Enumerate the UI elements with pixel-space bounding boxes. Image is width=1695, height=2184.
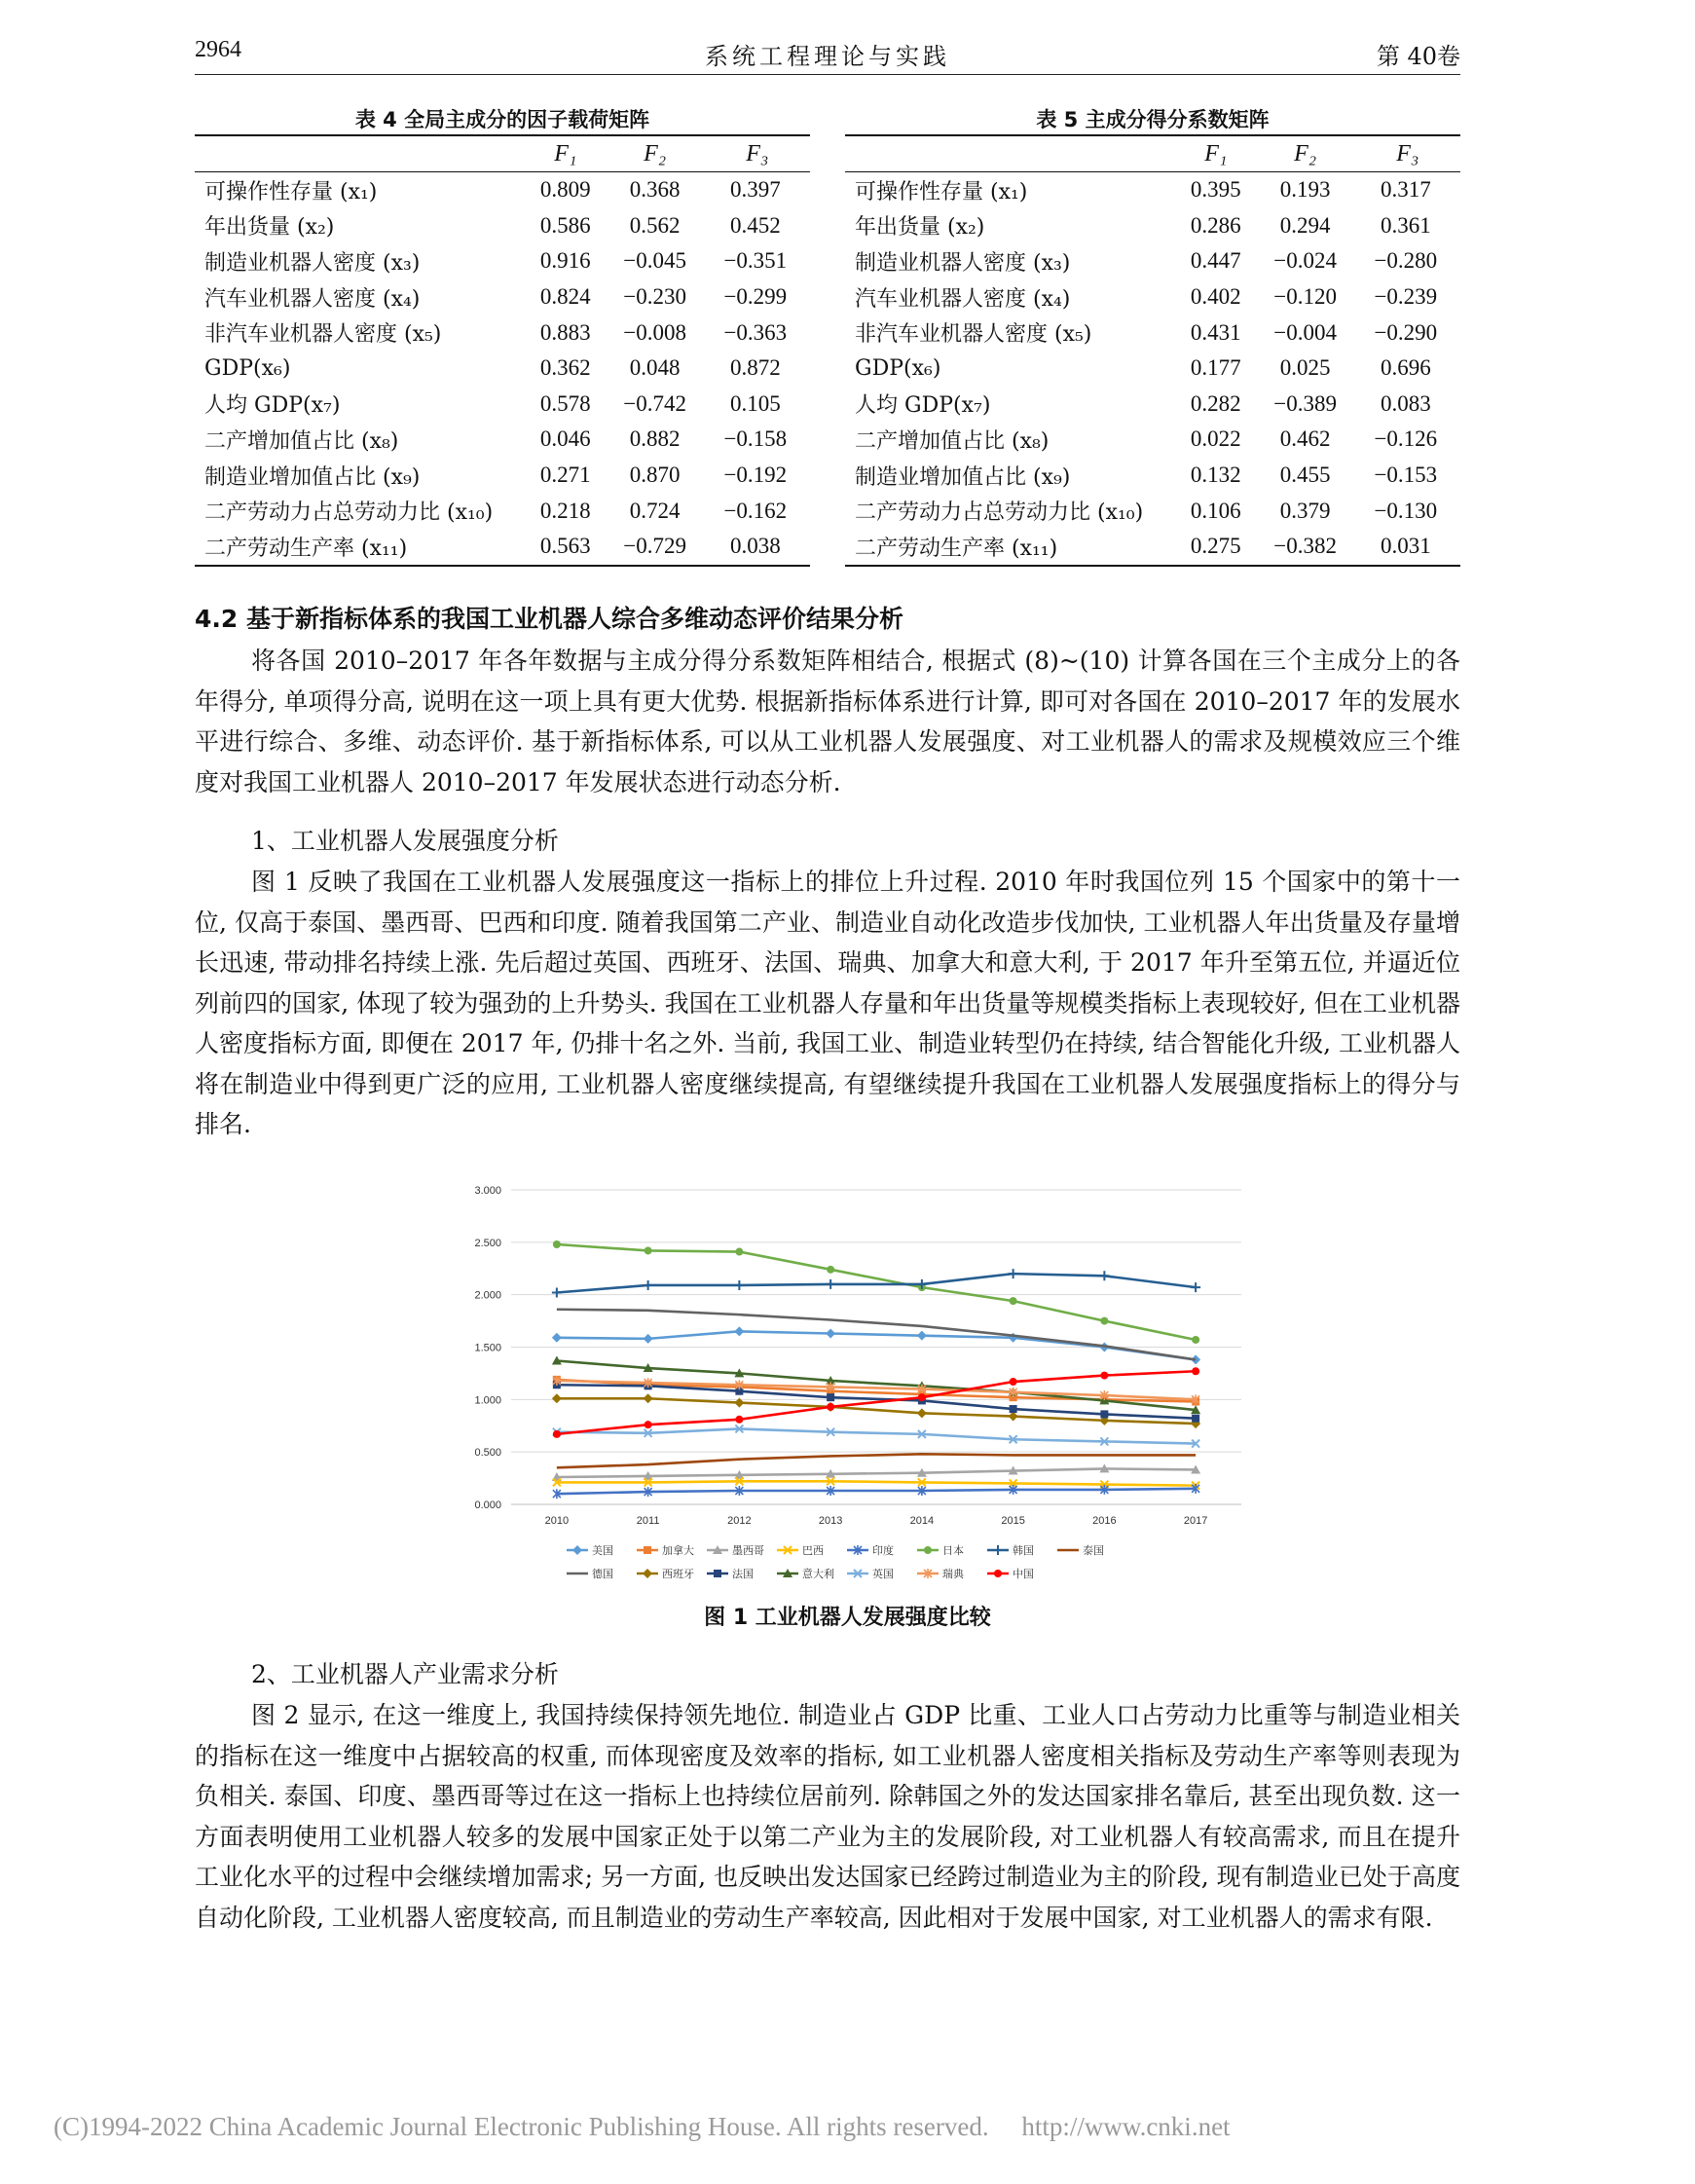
series-line [557,1428,1196,1443]
table-cell: −0.192 [723,463,788,488]
table-cell: 0.462 [1279,426,1331,452]
table-row [195,243,810,279]
data-point [553,1430,561,1438]
legend-label: 巴西 [802,1545,824,1557]
table-cell: 0.916 [539,248,591,274]
table-cell: −0.230 [623,284,686,310]
paragraph-3: 图 2 显示, 在这一维度上, 我国持续保持领先地位. 制造业占 GDP 比重、工业人口占劳动力比重等与制造业相关的指标在这一维度中占据较高的权重, 而体现密度及效率的指标, 如工业机器人密度相关指标及劳动生产率等则表现为负相关. 泰国、印度、墨西哥等过在这一指标上也持续位居前列. 除韩国之外的发达国家排名靠后, 甚至出现负数. 这一方面表明使用工业机器人较多的发展中国家正处于以第二产业为主的发展阶段, 对工业机器人有较高需求, 而且在提升工业化水平的过程中会继续增加需求; 另一方面, 也反映出发达国家已经跨过制造业为主的阶段, 现有制造业已处于高度自动化阶段, 工业机器人密度较高, 而且制造业的劳动生产率较高, 因此相对于发展中国家, 对工业机器人的需求有限. [195,1701,1460,1932]
table-cell: 0.286 [1190,212,1241,238]
table-row [195,493,810,529]
row-label: 制造业机器人密度 (x₃) [855,250,1071,276]
row-label: 二产增加值占比 (x₈) [204,428,399,454]
table-cell: −0.004 [1273,319,1337,345]
volume-label: 第 40卷 [1376,43,1460,70]
table-cell: 0.218 [539,498,591,523]
table-row [845,458,1460,494]
row-label: 二产劳动生产率 (x₁₁) [855,536,1058,561]
table-row [195,529,810,566]
row-label: 非汽车业机器人密度 (x₅) [855,322,1092,348]
table-row [845,172,1460,208]
series-line [557,1454,1196,1467]
table-row [195,172,810,208]
figure-caption: 图 1 工业机器人发展强度比较 [704,1606,991,1630]
table-cell: 0.177 [1190,355,1241,381]
copyright-footer [54,2112,1231,2142]
row-label: 二产劳动生产率 (x₁₁) [204,536,408,561]
table-5-grid [845,134,1460,567]
legend-label: 日本 [942,1545,964,1557]
table-cell: 0.379 [1279,498,1331,523]
row-label: 二产增加值占比 (x₈) [855,428,1050,454]
subheading-2: 2、工业机器人产业需求分析 [251,1660,559,1688]
legend-label: 德国 [592,1569,613,1580]
table-cell: −0.158 [723,426,788,452]
data-point [1100,1317,1108,1325]
column-header: F₃ [705,135,810,172]
legend-label: 墨西哥 [732,1545,764,1557]
data-point [1100,1410,1108,1418]
table-row [845,422,1460,458]
table-cell: 0.271 [539,463,591,488]
legend-label: 韩国 [1013,1545,1034,1557]
x-tick-label: 2012 [727,1515,752,1527]
data-point [917,1331,927,1341]
y-tick-label: 2.000 [474,1289,501,1302]
table-cell: 0.452 [729,212,781,238]
legend-label: 印度 [872,1545,894,1557]
data-point [645,1246,652,1254]
table-row [845,243,1460,279]
table-cell: 0.106 [1190,498,1241,523]
column-header: F₁ [1176,135,1256,172]
data-point [1192,1367,1199,1375]
journal-title: 系统工程理论与实践 [705,43,950,70]
legend-marker [993,1545,1003,1555]
data-point [1099,1271,1109,1280]
table-row [845,529,1460,566]
legend-label: 英国 [872,1569,894,1580]
table-cell: 0.083 [1380,390,1431,416]
series-line [557,1468,1196,1477]
table-cell: −0.363 [723,319,788,345]
series-line [557,1481,1196,1485]
table-cell: 0.402 [1190,284,1241,310]
table-row [845,315,1460,351]
table-cell: −0.389 [1273,390,1337,416]
legend-label: 法国 [732,1569,754,1580]
data-point [552,1333,562,1343]
data-point [826,1279,835,1289]
legend-label: 瑞典 [942,1569,964,1580]
table-row [845,387,1460,423]
legend-marker [572,1545,582,1555]
table-cell: 0.294 [1279,212,1331,238]
column-header: F₁ [526,135,606,172]
subheading-1: 1、工业机器人发展强度分析 [251,827,559,855]
data-point [827,1266,834,1274]
data-point [1009,1269,1018,1278]
table-cell: −0.045 [623,248,686,274]
table-cell: 0.824 [539,284,591,310]
data-point [826,1329,835,1339]
table-cell: 0.046 [539,426,591,452]
x-tick-label: 2015 [1001,1515,1025,1527]
column-header: F₃ [1355,135,1460,172]
table-cell: 0.362 [539,355,591,381]
x-tick-label: 2014 [909,1515,935,1527]
table-cell: 0.048 [629,355,681,381]
row-label: 二产劳动力占总劳动力比 (x₁₀) [855,500,1144,526]
row-label: GDP(x₆) [204,355,291,381]
table-cell: 0.883 [539,319,591,345]
paragraph-1: 将各国 2010–2017 年各年数据与主成分得分系数矩阵相结合, 根据式 (8)~(10) 计算各国在三个主成分上的各年得分, 单项得分高, 说明在这一项上具有更大优势. 根据新指标体系进行计算, 即可对各国在 2010–2017 年的发展水平进行综合、多维、动态评价. 基于新指标体系, 可以从工业机器人发展强度、对工业机器人的需求及规模效应三个维度对我国工业机器人 2010–2017 年发展状态进行动态分析. [195,647,1460,796]
legend-label: 西班牙 [662,1569,694,1580]
legend-label: 意大利 [802,1569,834,1580]
x-tick-label: 2011 [636,1515,660,1527]
data-point [553,1240,561,1248]
table-row [195,351,810,387]
table-cell: 0.882 [629,426,681,452]
legend-marker [643,1569,652,1578]
data-point [734,1280,744,1290]
table-4-grid [195,134,810,567]
table-row [195,315,810,351]
table-cell: −0.382 [1273,534,1337,559]
row-label: GDP(x₆) [855,355,941,381]
legend-marker [924,1546,932,1554]
column-header-empty [195,135,526,172]
y-tick-label: 1.000 [474,1394,501,1407]
paragraph-2: 图 1 反映了我国在工业机器人发展强度这一指标上的排位上升过程. 2010 年时我国位列 15 个国家中的第十一位, 仅高于泰国、墨西哥、巴西和印度. 随着我国第二产业、制造业自动化改造步伐加快, 工业机器人年出货量及存量增长迅速, 带动排名持续上涨. 先后超过英国、西班牙、法国、瑞典、加拿大和意大利, 于 2017 年升至第五位, 并逼近位列前四的国家, 体现了较为强劲的上升势头. 我国在工业机器人存量和年出货量等规模类指标上表现较好, 但在工业机器人密度指标方面, 即便在 2017 年, 仍排十名之外. 当前, 我国工业、制造业转型仍在持续, 结合智能化升级, 工业机器人将在制造业中得到更广泛的应用, 工业机器人密度继续提高, 有望继续提升我国在工业机器人发展强度指标上的得分与排名. [195,868,1460,1138]
table-cell: −0.120 [1273,284,1337,310]
row-label: 制造业机器人密度 (x₃) [204,250,421,276]
table-row [845,351,1460,387]
table-cell: −0.729 [623,534,686,559]
table-row [195,279,810,315]
x-tick-label: 2010 [544,1515,570,1527]
table-cell: −0.130 [1374,498,1438,523]
table-5-title: 表 5 主成分得分系数矩阵 [1036,108,1270,131]
data-point [1009,1412,1018,1422]
table-cell: 0.368 [629,177,681,203]
table-cell: 0.022 [1190,426,1241,452]
data-point [918,1393,926,1401]
table-cell: 0.275 [1190,534,1241,559]
table-row [195,208,810,244]
table-5 [845,105,1460,567]
row-label: 可操作性存量 (x₁) [855,179,1028,204]
table-cell: 0.397 [729,177,781,203]
table-row [845,493,1460,529]
table-cell: −0.153 [1374,463,1438,488]
table-cell: −0.299 [723,284,788,310]
table-cell: 0.809 [539,177,591,203]
row-label: 汽车业机器人密度 (x₄) [204,286,421,312]
table-row [195,458,810,494]
series-line [557,1489,1196,1494]
table-cell: 0.696 [1380,355,1431,381]
data-point [645,1421,652,1428]
table-cell: −0.008 [623,319,686,345]
y-tick-label: 0.000 [474,1499,501,1511]
table-4-body [195,172,810,566]
table-cell: 0.317 [1380,177,1431,203]
data-point [735,1248,743,1256]
row-label: 年出货量 (x₂) [855,215,985,241]
row-label: 非汽车业机器人密度 (x₅) [204,322,442,348]
running-header [195,35,1460,75]
row-label: 制造业增加值占比 (x₉) [204,464,421,490]
table-row [845,279,1460,315]
data-point [644,1280,653,1290]
table-cell: −0.239 [1374,284,1438,310]
data-point [552,1393,562,1403]
legend-marker [714,1570,721,1577]
table-header-row [845,135,1460,172]
x-tick-label: 2017 [1183,1515,1208,1527]
y-tick-label: 3.000 [474,1185,501,1197]
table-cell: 0.025 [1279,355,1331,381]
table-cell: 0.578 [539,390,591,416]
y-tick-label: 0.500 [474,1447,501,1460]
table-cell: 0.563 [539,534,591,559]
data-point [1010,1405,1017,1413]
table-cell: 0.872 [729,355,781,381]
table-cell: 0.132 [1190,463,1241,488]
table-cell: −0.290 [1374,319,1438,345]
data-point [917,1408,927,1418]
robot-intensity-line-chart [419,1168,1256,1597]
x-tick-label: 2016 [1092,1515,1117,1527]
table-4-title: 表 4 全局主成分的因子载荷矩阵 [354,108,650,131]
table-cell: 0.038 [729,534,781,559]
data-point [735,1416,743,1424]
table-header-row [195,135,810,172]
table-cell: 0.105 [729,390,781,416]
table-cell: 0.395 [1190,177,1241,203]
data-point [1192,1336,1199,1344]
table-cell: 0.724 [629,498,681,523]
column-header: F₂ [1256,135,1355,172]
table-cell: 0.431 [1190,319,1241,345]
table-4 [195,105,810,567]
cnki-url: http://www.cnki.net [1021,2112,1231,2141]
data-point [1010,1378,1017,1386]
row-label: 可操作性存量 (x₁) [204,179,378,204]
table-cell: 0.193 [1279,177,1331,203]
section-heading: 4.2 基于新指标体系的我国工业机器人综合多维动态评价结果分析 [195,605,903,633]
table-cell: 0.562 [629,212,681,238]
data-point [1010,1297,1017,1305]
table-cell: −0.280 [1374,248,1438,274]
data-point [1100,1372,1108,1380]
table-cell: −0.742 [623,390,686,416]
table-5-body [845,172,1460,566]
column-header: F₂ [606,135,705,172]
row-label: 年出货量 (x₂) [204,215,335,241]
table-cell: 0.282 [1190,390,1241,416]
legend-label: 中国 [1013,1569,1034,1580]
series-line [557,1244,1196,1340]
row-label: 二产劳动力占总劳动力比 (x₁₀) [204,500,494,526]
data-point [1192,1415,1199,1423]
table-cell: 0.870 [629,463,681,488]
table-cell: 0.447 [1190,248,1241,274]
table-cell: −0.351 [723,248,788,274]
table-cell: −0.126 [1374,426,1438,452]
data-point [644,1393,653,1403]
y-tick-label: 1.500 [474,1342,501,1354]
data-point [827,1393,834,1401]
column-header-empty [845,135,1176,172]
data-point [552,1288,562,1298]
legend-marker [644,1546,651,1554]
row-label: 制造业增加值占比 (x₉) [855,464,1071,490]
table-row [845,208,1460,244]
row-label: 人均 GDP(x₇) [855,393,991,419]
data-point [734,1326,744,1336]
data-point [644,1334,653,1344]
table-cell: −0.162 [723,498,788,523]
table-cell: 0.031 [1380,534,1431,559]
table-cell: −0.024 [1273,248,1337,274]
page-number: 2964 [195,37,241,62]
legend-label: 泰国 [1083,1545,1104,1557]
data-point [827,1403,834,1411]
legend-marker [994,1570,1002,1577]
row-label: 汽车业机器人密度 (x₄) [855,286,1071,312]
table-cell: 0.586 [539,212,591,238]
table-row [195,387,810,423]
legend-label: 加拿大 [662,1545,694,1557]
series-line [557,1371,1196,1434]
legend-label: 美国 [592,1545,613,1557]
table-cell: 0.361 [1380,212,1431,238]
table-cell: 0.455 [1279,463,1331,488]
copyright-text: (C)1994-2022 China Academic Journal Electronic Publishing House. All rights reserved. [54,2112,989,2141]
x-tick-label: 2013 [818,1515,843,1527]
row-label: 人均 GDP(x₇) [204,393,341,419]
table-row [195,422,810,458]
y-tick-label: 2.500 [474,1237,501,1249]
data-point [1191,1282,1200,1292]
